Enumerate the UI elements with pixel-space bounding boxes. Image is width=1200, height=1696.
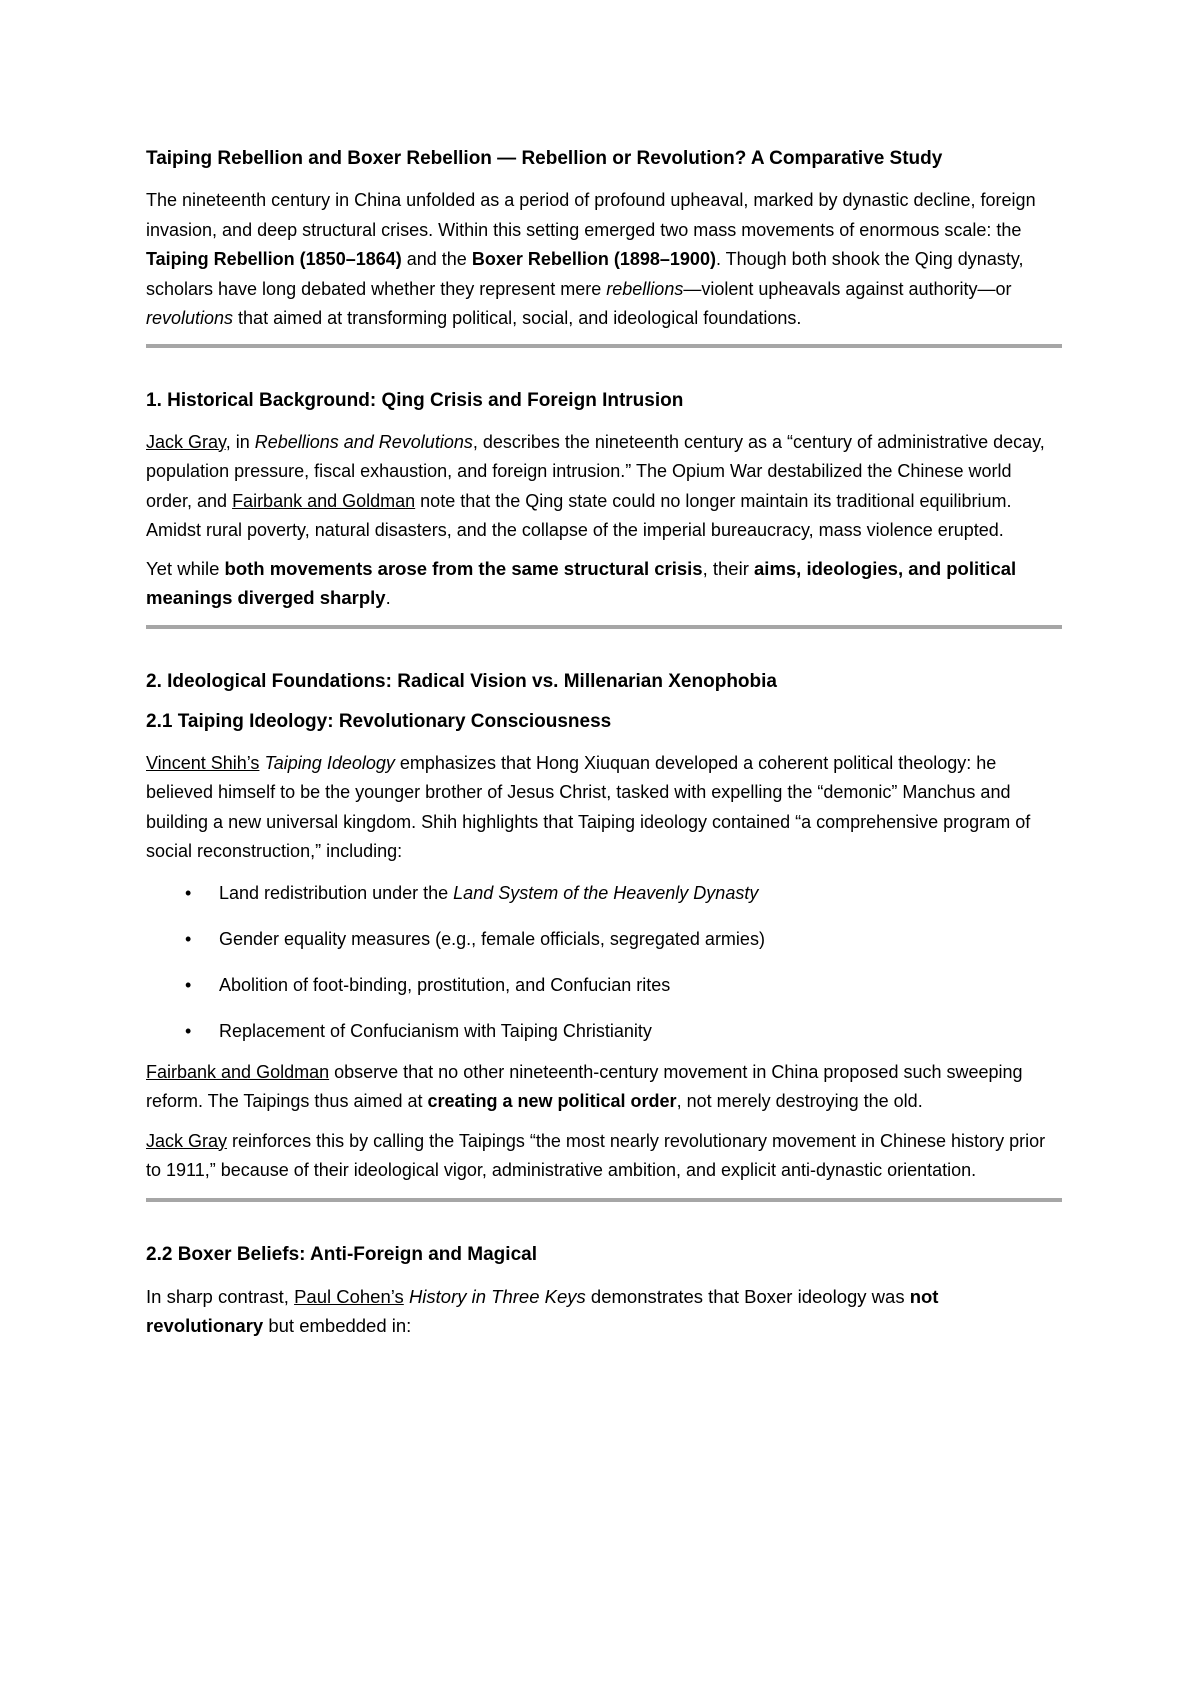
paragraph-text: , their: [702, 557, 755, 579]
bullet-icon: •: [185, 974, 192, 995]
book-title: History in Three Keys: [408, 1285, 586, 1307]
intro-text: . Though both shook the Qing dynasty, scholars have long debated whether they represent mere: [146, 249, 1024, 299]
list-item-text: Gender equality measures (e.g., female officials, segregated armies): [219, 928, 765, 949]
bold-phrase: not revolutionary: [146, 1285, 939, 1336]
list-item: [146, 926, 1060, 952]
paragraph-text: observe that no other nineteenth-century movement in China proposed such sweeping reform. The Taipings thus aimed at: [146, 1061, 1023, 1111]
paragraph-text: , not merely destroying the old.: [676, 1091, 923, 1111]
citation-paul-cohen: Paul Cohen’s: [294, 1285, 404, 1307]
paragraph-text: but embedded in:: [263, 1315, 412, 1336]
taiping-program-list: [146, 880, 1060, 1044]
bold-phrase: aims, ideologies, and political meanings diverged sharply: [146, 557, 1017, 608]
intro-text: —violent upheavals against authority—or: [683, 278, 1012, 299]
section-divider: [146, 344, 1062, 348]
citation-fairbank-goldman: Fairbank and Goldman: [146, 1061, 330, 1082]
book-title: Taiping Ideology: [264, 752, 395, 773]
paragraph-text: emphasizes that Hong Xiuquan developed a coherent political theology: he believed himself to be the younger brother of Jesus Christ, tasked with expelling the “demonic” Manchus and building a new universal kingdom. Shih highlights that Taiping ideology contained “a comprehensive program of social reconstruction,” including:: [146, 752, 1031, 861]
section-1-paragraph-2: [146, 554, 1060, 613]
section-2-1-paragraph-3: [146, 1127, 1060, 1186]
intro-text: that aimed at transforming political, social, and ideological foundations.: [233, 308, 802, 328]
intro-text: The nineteenth century in China unfolded as a period of profound upheaval, marked by dynastic decline, foreign invasion, and deep structural crises. Within this setting emerged two mass movements of enormous scale: the: [146, 190, 1036, 240]
section-2-heading: 2. Ideological Foundations: Radical Vision vs. Millenarian Xenophobia: [146, 670, 777, 692]
bullet-icon: •: [185, 882, 192, 903]
section-2-2-paragraph-1: [146, 1282, 1060, 1341]
list-item: [146, 1018, 1060, 1044]
section-2-1-paragraph-1: [146, 749, 1060, 867]
section-1-heading: 1. Historical Background: Qing Crisis and Foreign Intrusion: [146, 389, 684, 411]
book-title: Rebellions and Revolutions: [254, 431, 473, 452]
paragraph-text: Yet while: [146, 557, 225, 579]
section-2-1-heading: 2.1 Taiping Ideology: Revolutionary Consciousness: [146, 710, 612, 732]
paragraph-text: In sharp contrast,: [146, 1285, 295, 1307]
paragraph-text: reinforces this by calling the Taipings “the most nearly revolutionary movement in Chinese history prior to 1911,” because of their ideological vigor, administrative ambition, and explicit anti-dynastic orientation.: [146, 1130, 1046, 1180]
section-1-paragraph-1: [146, 428, 1060, 546]
section-2-1-paragraph-2: [146, 1058, 1060, 1117]
paragraph-text: demonstrates that Boxer ideology was: [585, 1285, 910, 1307]
section-divider: [146, 625, 1062, 629]
document-title: Taiping Rebellion and Boxer Rebellion — Rebellion or Revolution? A Comparative Study: [146, 148, 943, 169]
bullet-icon: •: [185, 928, 192, 949]
citation-fairbank-goldman: Fairbank and Goldman: [232, 490, 416, 511]
paragraph-text: .: [385, 587, 391, 608]
bold-phrase: both movements arose from the same structural crisis: [224, 557, 703, 579]
intro-italic-revolutions: revolutions: [146, 308, 234, 328]
intro-italic-rebellions: rebellions: [606, 278, 684, 299]
citation-vincent-shih: Vincent Shih’s: [146, 752, 260, 773]
intro-bold-boxer: Boxer Rebellion (1898–1900): [471, 249, 716, 269]
section-divider: [146, 1198, 1062, 1202]
list-item-text: Land redistribution under the: [219, 882, 454, 903]
list-item-text: Replacement of Confucianism with Taiping Christianity: [219, 1020, 652, 1041]
intro-text: and the: [401, 249, 472, 269]
section-2-2-heading: 2.2 Boxer Beliefs: Anti-Foreign and Magical: [146, 1243, 537, 1265]
citation-jack-gray: Jack Gray: [146, 1130, 228, 1151]
list-item: [146, 880, 1060, 906]
bold-phrase: creating a new political order: [427, 1091, 677, 1111]
citation-jack-gray: Jack Gray: [146, 431, 226, 452]
list-item: [146, 972, 1060, 998]
paragraph-text: , describes the nineteenth century as a “century of administrative decay, population pressure, fiscal exhaustion, and foreign intrusion.” The Opium War destabilized the Chinese world order, and: [146, 431, 1045, 511]
intro-bold-taiping: Taiping Rebellion (1850–1864): [146, 249, 402, 269]
paragraph-text: , in: [225, 431, 255, 452]
list-item-text: Abolition of foot-binding, prostitution, and Confucian rites: [219, 974, 671, 995]
list-item-italic: Land System of the Heavenly Dynasty: [453, 882, 759, 903]
paragraph-text: note that the Qing state could no longer maintain its traditional equilibrium. Amidst rural poverty, natural disasters, and the collapse of the imperial bureaucracy, mass violence erupted.: [146, 490, 1012, 540]
bullet-icon: •: [185, 1020, 192, 1041]
intro-paragraph: [146, 186, 1060, 334]
